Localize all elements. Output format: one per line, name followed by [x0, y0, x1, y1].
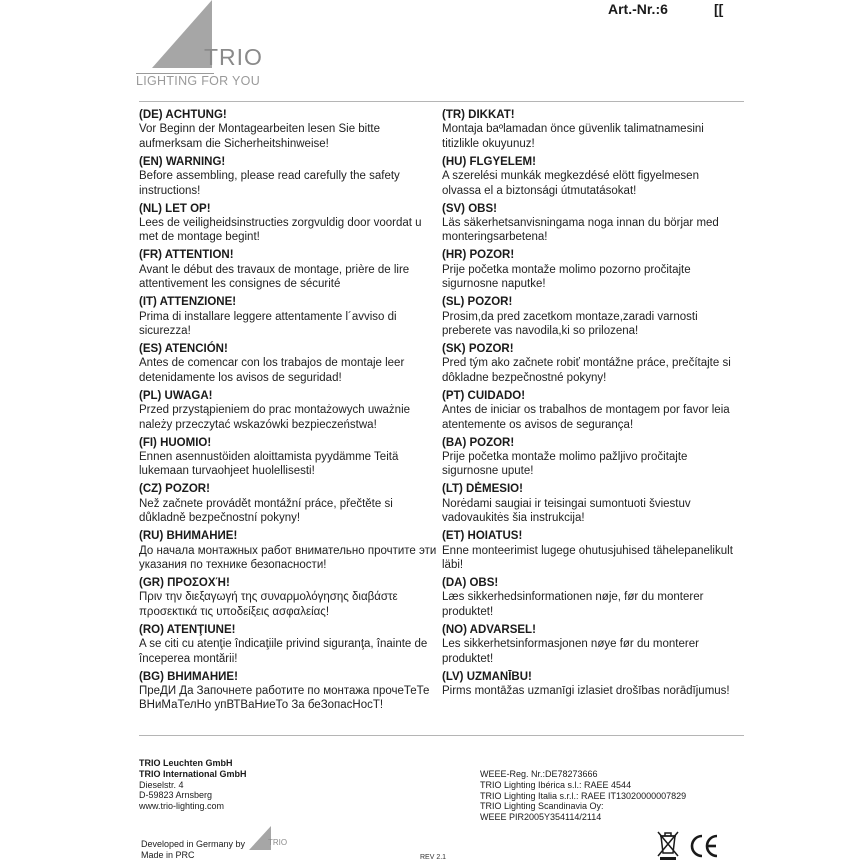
warning-block: [442, 623, 742, 670]
warning-text: Než začnete provádět montážní práce, přečtěte si: [139, 497, 393, 510]
small-logo-text: TRIO: [268, 838, 288, 847]
warning-title: (NO) ADVARSEL!: [442, 623, 536, 636]
warning-text: sicurezza!: [139, 325, 191, 337]
warning-title: (HU) FLGYELEM!: [442, 155, 536, 168]
warning-block: [139, 576, 439, 623]
warning-text: Pred tým ako začnete robiť montážne práce, prečítajte si: [442, 357, 731, 370]
warning-block: [442, 155, 742, 202]
warning-text: instructions!: [139, 184, 201, 197]
warning-text: należy przeczytać wskazówki bezpieczeństwa!: [139, 418, 377, 431]
warning-text: detenidamente los avisos de seguridad!: [139, 371, 342, 384]
warning-text: Before assembling, please read carefully the safety: [139, 170, 400, 183]
address-line: Dieselstr. 4: [139, 779, 184, 790]
warning-text: Vor Beginn der Montagearbeiten lesen Sie bitte: [139, 123, 381, 136]
article-number-label: Art.-Nr.:6: [608, 1, 668, 17]
company-name: TRIO International GmbH: [139, 768, 247, 779]
warning-text: Prima di installare leggere attentamente l´avviso di: [139, 310, 397, 323]
warning-text: olvassa el a biztonsági útmutatásokat!: [442, 184, 637, 197]
weee-crossed-bin-icon: [656, 829, 680, 861]
website-link[interactable]: www.trio-lighting.com: [139, 801, 225, 812]
article-number-value: [[: [714, 1, 724, 17]
brand-name: TRIO: [204, 44, 263, 70]
warning-title: (NL) LET OP!: [139, 202, 211, 215]
warning-title: (CZ) POZOR!: [139, 483, 210, 496]
warning-text: Πριν την διεξαγωγή της συναρμολόγησης διαβάστε: [139, 591, 398, 604]
warning-title: (PT) CUIDADO!: [442, 389, 526, 402]
warning-block: [139, 248, 439, 295]
warning-title: (LT) DĖMESIO!: [442, 483, 523, 496]
warning-block: [442, 108, 742, 155]
warning-block: [139, 389, 439, 436]
warning-text: Läs säkerhetsanvisningama noga innan du börjar med: [442, 217, 719, 229]
weee-registration: [480, 769, 686, 823]
warning-text: προσεκτικά τις υποδείξεις ασφαλείας!: [139, 605, 330, 618]
warning-block: [139, 482, 439, 529]
warning-title: (FI) HUOMIO!: [139, 436, 212, 449]
warning-text: sigurnosne naputke!: [442, 278, 546, 291]
warning-block: [442, 670, 742, 717]
warning-block: [139, 623, 439, 670]
warning-text: titizlikle okuyunuz!: [442, 137, 535, 150]
warning-title: (SV) OBS!: [442, 202, 497, 215]
weee-line: TRIO Lighting Ibérica s.l.: RAEE 4544: [480, 779, 632, 790]
warning-text: läbi!: [442, 558, 464, 571]
brand-tagline: LIGHTING FOR YOU: [136, 74, 261, 88]
company-name: TRIO Leuchten GmbH: [139, 758, 233, 768]
warning-block: [139, 108, 439, 155]
warning-text: Prije početka montaže molimo pažljivo pročitajte: [442, 450, 688, 463]
warning-text: produktet!: [442, 652, 494, 665]
warning-title: (BG) ВНИМАНИЕ!: [139, 670, 238, 683]
warning-text: produktet!: [442, 605, 494, 618]
bottom-divider: [139, 735, 744, 736]
warning-title: (EN) WARNING!: [139, 155, 226, 168]
warnings-left-column: [139, 108, 439, 716]
warning-text: lukemaan turvaohjeet huolellisesti!: [139, 465, 315, 478]
weee-line: WEEE PIR2005Y354114/2114: [480, 812, 602, 823]
warning-text: důkladně bezpečnostní pokyny!: [139, 512, 301, 525]
revision-label: REV 2.1: [420, 854, 447, 861]
warning-block: [442, 436, 742, 483]
warning-title: (ET) HOIATUS!: [442, 530, 523, 543]
warning-title: (ES) ATENCIÓN!: [139, 342, 228, 355]
warning-title: (LV) UZMANĪBU!: [442, 670, 532, 683]
warning-text: monteringsarbetena!: [442, 231, 548, 244]
warning-title: (GR) ΠΡΟΣΟΧΉ!: [139, 576, 230, 589]
warning-block: [139, 155, 439, 202]
warning-block: [442, 389, 742, 436]
warnings-right-column: [442, 108, 742, 716]
warning-text: aufmerksam die Sicherheitshinweise!: [139, 137, 329, 150]
warning-text: указания по технике безопасности!: [139, 558, 327, 571]
warning-block: [139, 529, 439, 576]
warning-text: Norėdami saugiai ir teisingai sumontuoti šviestuv: [442, 497, 691, 510]
origin-info: [141, 839, 245, 860]
warning-text: Lees de veiligheidsinstructies zorgvuldig door voordat u: [139, 217, 422, 229]
warning-title: (DE) ACHTUNG!: [139, 109, 227, 121]
warning-text: sigurnosne upute!: [442, 465, 534, 478]
warning-title: (HR) POZOR!: [442, 249, 515, 262]
warning-text: attentivement les consignes de sécurité: [139, 278, 341, 291]
warning-block: [442, 482, 742, 529]
weee-line: WEEE-Reg. Nr.:DE78273666: [480, 769, 598, 779]
warning-title: (RO) ATENŢIUNE!: [139, 623, 236, 636]
warning-text: ПреДИ Да Започнете работите по монтажа прочеТеТе: [139, 684, 430, 697]
made-in: Made in PRC: [141, 849, 195, 860]
warning-text: dôkladne bezpečnostné pokyny!: [442, 371, 607, 384]
warning-text: Antes de comencar con los trabajos de montaje leer: [139, 357, 405, 370]
warning-block: [442, 202, 742, 249]
warning-text: met de montage begint!: [139, 231, 260, 244]
warning-title: (SK) POZOR!: [442, 342, 514, 355]
warning-text: Prosim,da pred zacetkom montaze,zaradi varnosti: [442, 310, 698, 323]
warning-text: Przed przystąpieniem do prac montażowych uważnie: [139, 404, 411, 417]
weee-line: TRIO Lighting Scandinavia Oy:: [480, 801, 604, 812]
warning-text: Avant le début des travaux de montage, prière de lire: [139, 263, 410, 276]
weee-line: TRIO Lighting Italia s.r.l.: RAEE IT13020000007829: [480, 790, 687, 801]
warning-text: Prije početka montaže molimo pozorno pročitajte: [442, 263, 691, 276]
warning-text: preberete vas navodila,ki so prilozena!: [442, 325, 639, 337]
warning-text: До начала монтажных работ внимательно прочтите эти: [139, 544, 437, 557]
developed-in: Developed in Germany by: [141, 839, 246, 849]
warning-title: (PL) UWAGA!: [139, 389, 213, 402]
warning-title: (SL) POZOR!: [442, 296, 513, 309]
warning-title: (IT) ATTENZIONE!: [139, 296, 237, 309]
warning-text: Ennen asennustöiden aloittamista pyydämme Teitä: [139, 450, 399, 463]
warning-title: (BA) POZOR!: [442, 436, 515, 449]
warning-text: vadovaukitės šia instrukcija!: [442, 512, 585, 525]
warning-block: [139, 342, 439, 389]
warning-block: [442, 576, 742, 623]
warning-block: [442, 529, 742, 576]
top-divider: [139, 101, 744, 102]
warning-text: Pirms montāžas uzmanīgi izlasiet drošības norādījumus!: [442, 684, 730, 697]
warning-title: (RU) ВНИМАНИЕ!: [139, 530, 238, 543]
warning-block: [139, 436, 439, 483]
warning-block: [139, 295, 439, 342]
warning-text: ВНиМаТелНо упВТВаНиеТо За беЗопасНосТ!: [139, 699, 384, 712]
warning-text: A se citi cu atenţie îndicaţiile privind siguranţa, înainte de: [139, 638, 428, 651]
warning-title: (FR) ATTENTION!: [139, 249, 234, 262]
address-line: D-59823 Arnsberg: [139, 790, 213, 801]
warning-text: Montaja baºlamadan önce güvenlik talimatnamesini: [442, 123, 704, 136]
warning-text: Læs sikkerhedsinformationen nøje, før du monterer: [442, 591, 704, 604]
warning-block: [442, 295, 742, 342]
warning-block: [442, 248, 742, 295]
company-address: [139, 758, 247, 812]
warning-title: (DA) OBS!: [442, 576, 499, 589]
warning-text: Enne monteerimist lugege ohutusjuhised tähelepanelikult: [442, 544, 733, 557]
warning-block: [139, 202, 439, 249]
warning-text: atentemente os avisos de segurança!: [442, 418, 634, 431]
warning-title: (TR) DIKKAT!: [442, 109, 515, 121]
warning-text: Les sikkerhetsinformasjonen nøye før du monterer: [442, 638, 699, 651]
warning-text: A szerelési munkák megkezdésé elött figyelmesen: [442, 170, 699, 183]
ce-mark-icon: [689, 832, 719, 860]
warning-block: [139, 670, 439, 717]
warning-block: [442, 342, 742, 389]
warning-text: începerea montării!: [139, 652, 238, 665]
warning-text: Antes de iniciar os trabalhos de montagem por favor leia: [442, 404, 730, 417]
